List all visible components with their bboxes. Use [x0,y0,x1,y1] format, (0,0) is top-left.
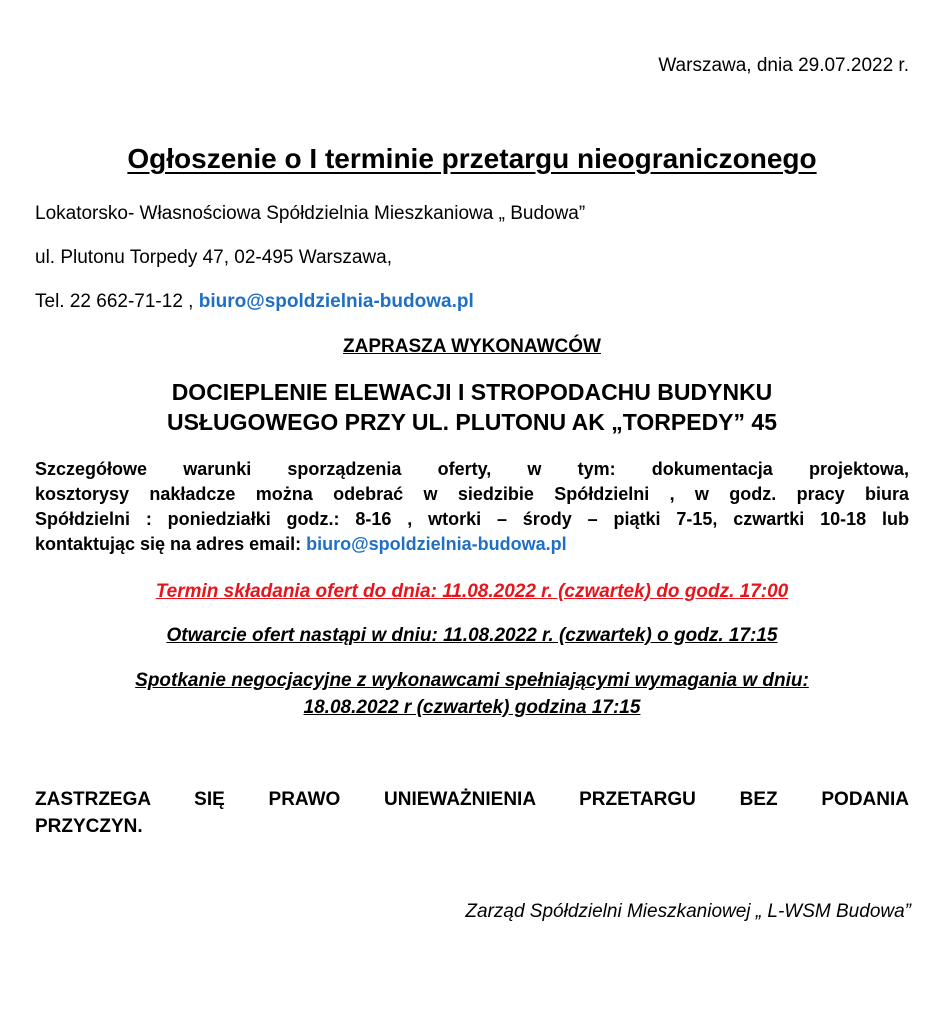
details-line-3: Spółdzielni : poniedziałki godz.: 8-16 , wtorki – środy – piątki 7-15, czwartki 10-18 lub [35,509,909,529]
reservation-line-2: PRZYCZYN. [35,816,143,837]
signature: Zarząd Spółdzielni Mieszkaniowej „ L-WSM Budowa” [465,901,911,922]
meeting-line-2: 18.08.2022 r (czwartek) godzina 17:15 [303,697,641,718]
invitation-heading: ZAPRASZA WYKONAWCÓW [343,336,601,357]
organization-name: Lokatorsko- Własnościowa Spółdzielnia Mieszkaniowa „ Budowa” [35,203,586,224]
page-title: Ogłoszenie o I terminie przetargu nieograniczonego [127,143,817,174]
offer-details-paragraph [35,457,909,557]
negotiation-meeting [0,667,944,721]
organization-address: ul. Plutonu Torpedy 47, 02-495 Warszawa, [35,247,392,268]
details-email-link[interactable]: biuro@spoldzielnia-budowa.pl [306,534,567,554]
offer-opening: Otwarcie ofert nastąpi w dniu: 11.08.2022 r. (czwartek) o godz. 17:15 [166,625,778,646]
details-line-1: Szczegółowe warunki sporządzenia oferty, w tym: dokumentacja projektowa, [35,459,909,479]
tender-subject-line-2: USŁUGOWEGO PRZY UL. PLUTONU AK „TORPEDY” 45 [167,409,777,435]
details-line-4 [35,532,909,557]
meeting-line-1: Spotkanie negocjacyjne z wykonawcami spełniającymi wymagania w dniu: [135,670,809,691]
tender-subject [0,377,944,437]
reservation-notice [35,786,909,840]
email-link[interactable]: biuro@spoldzielnia-budowa.pl [198,291,474,312]
organization-contact [35,291,474,313]
reservation-line-1: ZASTRZEGA SIĘ PRAWO UNIEWAŻNIENIA PRZETARGU BEZ PODANIA [35,789,909,810]
details-email-prefix: kontaktując się na adres email: [35,534,307,554]
details-line-2: kosztorysy nakładcze można odebrać w siedzibie Spółdzielni , w godz. pracy biura [35,484,909,504]
date-line: Warszawa, dnia 29.07.2022 r. [658,55,909,76]
offer-deadline: Termin składania ofert do dnia: 11.08.2022 r. (czwartek) do godz. 17:00 [155,581,789,602]
tender-subject-line-1: DOCIEPLENIE ELEWACJI I STROPODACHU BUDYNKU [171,379,773,405]
phone-number: Tel. 22 662-71-12 , [35,291,199,312]
